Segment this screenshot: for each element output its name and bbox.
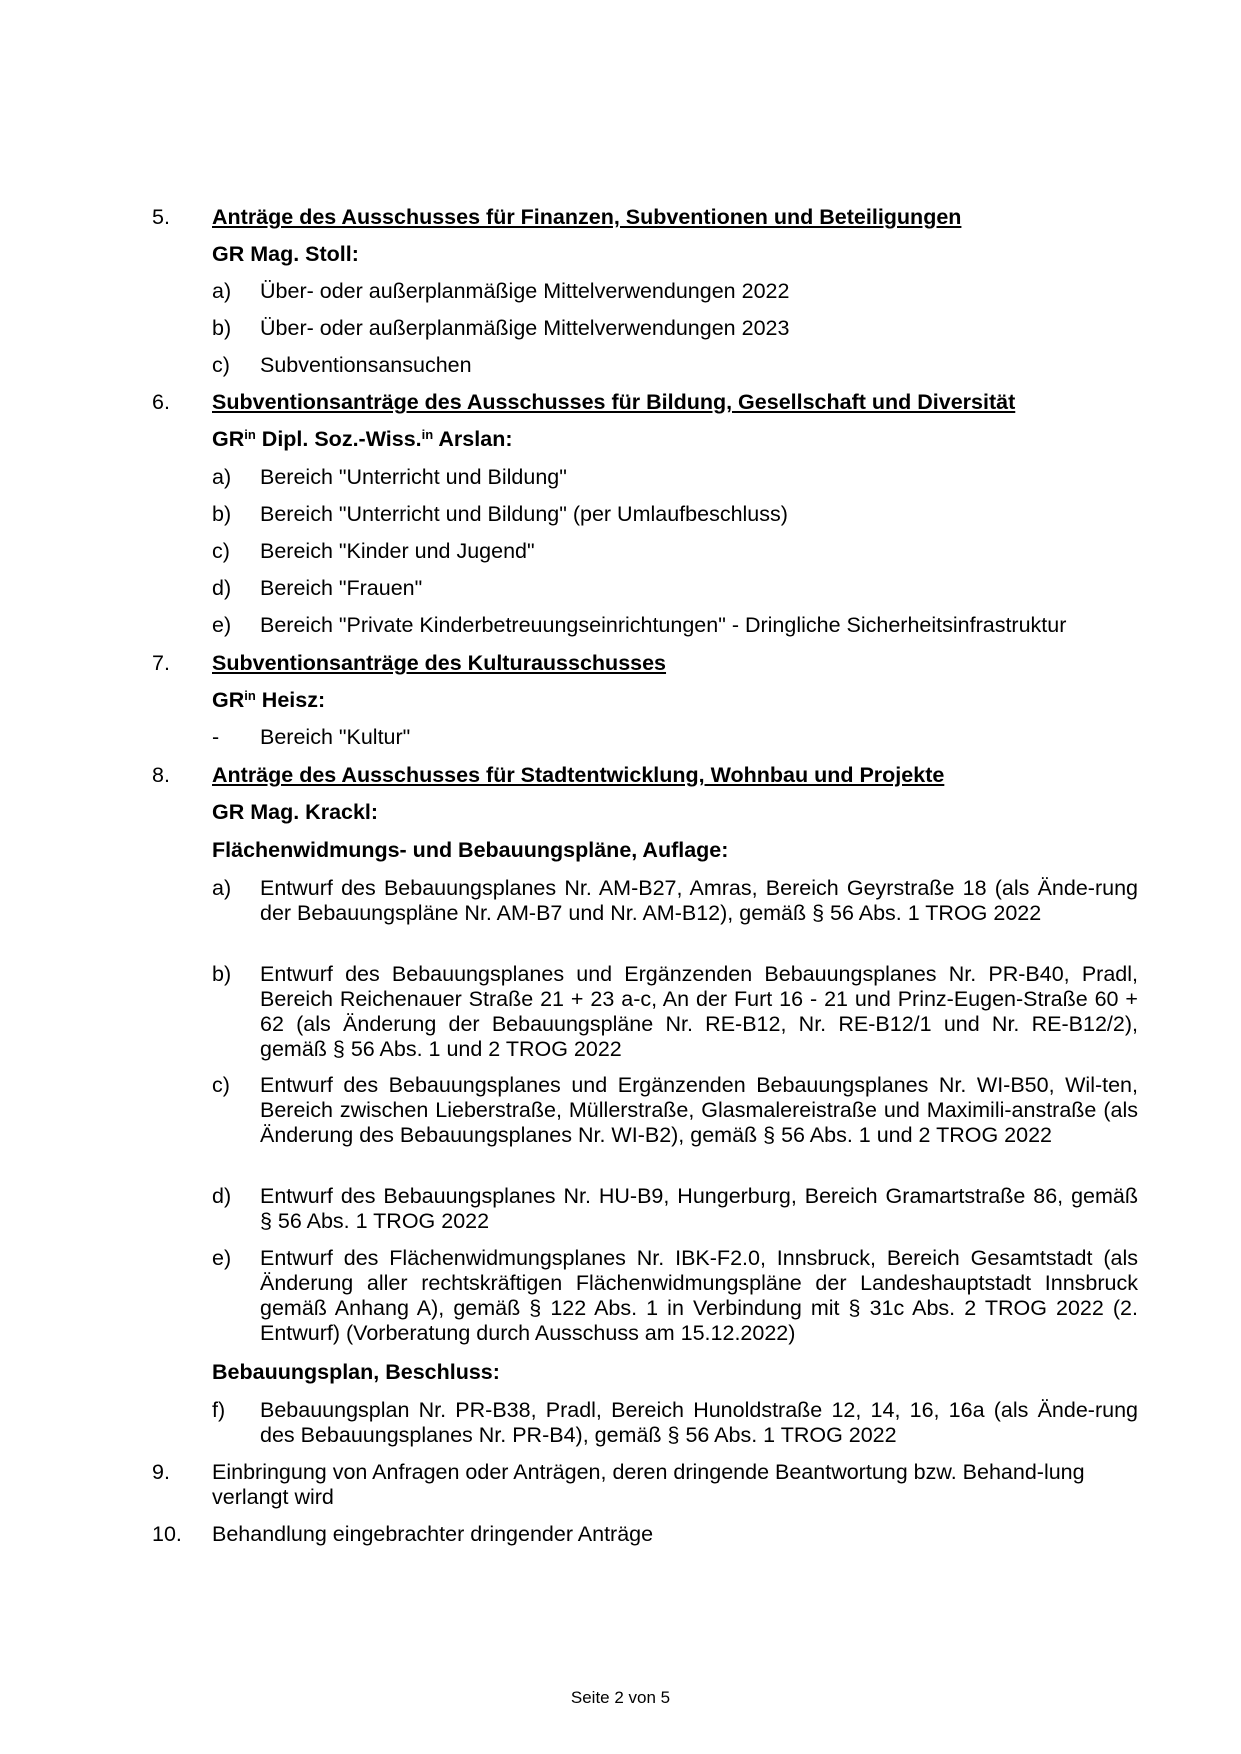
sub-item-label: c) <box>212 353 230 377</box>
sub-item-text: Entwurf des Bebauungsplanes und Ergänzenden Bebauungsplanes Nr. PR-B40, Pradl, Bereich Reichenauer Straße 21 + 23 a-c, An der Furt 16 - 21 und Prinz-Eugen-Straße 60 + 62 (als Änderung der Bebauungspläne Nr. RE-B12, Nr. RE-B12/1 und Nr. RE-B12/2), gemäß § 56 Abs. 1 und 2 TROG 2022 <box>260 962 1138 1061</box>
sub-item-text: Bereich "Frauen" <box>260 576 423 600</box>
sub-item-text: Bereich "Unterricht und Bildung" (per Umlaufbeschluss) <box>260 502 788 526</box>
sub-item-label: b) <box>212 962 232 986</box>
sub-item-text: Subventionsansuchen <box>260 353 472 377</box>
item-number: 6. <box>152 390 170 414</box>
sub-item-text: Entwurf des Bebauungsplanes Nr. HU-B9, Hungerburg, Bereich Gramartstraße 86, gemäß § 56 Abs. 1 TROG 2022 <box>260 1184 1138 1233</box>
item-number: 5. <box>152 205 170 229</box>
sub-item-label: d) <box>212 1184 232 1208</box>
sub-item-text: Entwurf des Flächenwidmungsplanes Nr. IBK-F2.0, Innsbruck, Bereich Gesamtstadt (als Änderung aller rechtskräftigen Flächenwidmungspläne der Landeshauptstadt Innsbruck gemäß Anhang A), gemäß § 122 Abs. 1 in Verbindung mit § 31c Abs. 2 TROG 2022 (2. Entwurf) (Vorberatung durch Ausschuss am 15.12.2022) <box>260 1246 1138 1345</box>
sub-item-text: Bereich "Private Kinderbetreuungseinrichtungen" - Dringliche Sicherheitsinfrastruktur <box>260 613 1067 637</box>
item-text: Einbringung von Anfragen oder Anträgen, deren dringende Beantwortung bzw. Behand-lung verlangt wird <box>212 1460 1085 1509</box>
sub-item-label: f) <box>212 1398 226 1422</box>
item-title: Subventionsanträge des Kulturausschusses <box>212 651 667 675</box>
speaker-name: GR Mag. Stoll: <box>212 242 359 266</box>
item-title: Anträge des Ausschusses für Stadtentwicklung, Wohnbau und Projekte <box>212 763 945 787</box>
sub-item-label: e) <box>212 613 232 637</box>
sub-item-text: Bereich "Kinder und Jugend" <box>260 539 535 563</box>
item-number: 8. <box>152 763 170 787</box>
sub-item-text: Bereich "Unterricht und Bildung" <box>260 465 567 489</box>
sub-item-label: b) <box>212 502 232 526</box>
item-text: Behandlung eingebrachter dringender Anträge <box>212 1522 654 1546</box>
page-footer: Seite 2 von 5 <box>570 1688 671 1707</box>
subheading-text: Flächenwidmungs- und Bebauungspläne, Auflage: <box>212 838 729 862</box>
item-number: 9. <box>152 1460 170 1484</box>
speaker-name: $GR^{in}$ Dipl. Soz.-Wiss.$^{in}$ Arslan: <box>212 426 513 451</box>
sub-item-label: c) <box>212 1073 230 1097</box>
sub-item-text: Entwurf des Bebauungsplanes und Ergänzenden Bebauungsplanes Nr. WI-B50, Wil-ten, Bereich zwischen Lieberstraße, Müllerstraße, Glasmalereistraße und Maximili-anstraße (als Änderung des Bebauungsplanes Nr. WI-B2), gemäß § 56 Abs. 1 und 2 TROG 2022 <box>260 1073 1138 1147</box>
sub-item-label: c) <box>212 539 230 563</box>
sub-item-label: - <box>212 725 220 749</box>
sub-item-label: a) <box>212 279 232 303</box>
sub-item-label: a) <box>212 465 232 489</box>
speaker-name: $GR^{in}$ Heisz: <box>212 687 326 712</box>
item-title: Anträge des Ausschusses für Finanzen, Subventionen und Beteiligungen <box>212 205 962 229</box>
sub-item-label: b) <box>212 316 232 340</box>
subheading-text: Bebauungsplan, Beschluss: <box>212 1360 500 1384</box>
speaker-name: GR Mag. Krackl: <box>212 800 379 824</box>
sub-item-text: Über- oder außerplanmäßige Mittelverwendungen 2023 <box>260 316 790 340</box>
sub-item-label: a) <box>212 876 232 900</box>
sub-item-text: Bereich "Kultur" <box>260 725 411 749</box>
sub-item-text: Entwurf des Bebauungsplanes Nr. AM-B27, Amras, Bereich Geyrstraße 18 (als Ände-rung der Bebauungspläne Nr. AM-B7 und Nr. AM-B12), gemäß § 56 Abs. 1 TROG 2022 <box>260 876 1138 925</box>
sub-item-text: Bebauungsplan Nr. PR-B38, Pradl, Bereich Hunoldstraße 12, 14, 16, 16a (als Ände-rung des Bebauungsplanes Nr. PR-B4), gemäß § 56 Abs. 1 TROG 2022 <box>260 1398 1138 1447</box>
sub-item-label: d) <box>212 576 232 600</box>
item-number: 10. <box>152 1522 182 1546</box>
item-number: 7. <box>152 651 170 675</box>
sub-item-text: Über- oder außerplanmäßige Mittelverwendungen 2022 <box>260 279 790 303</box>
sub-item-label: e) <box>212 1246 232 1270</box>
item-title: Subventionsanträge des Ausschusses für Bildung, Gesellschaft und Diversität <box>212 390 1016 414</box>
